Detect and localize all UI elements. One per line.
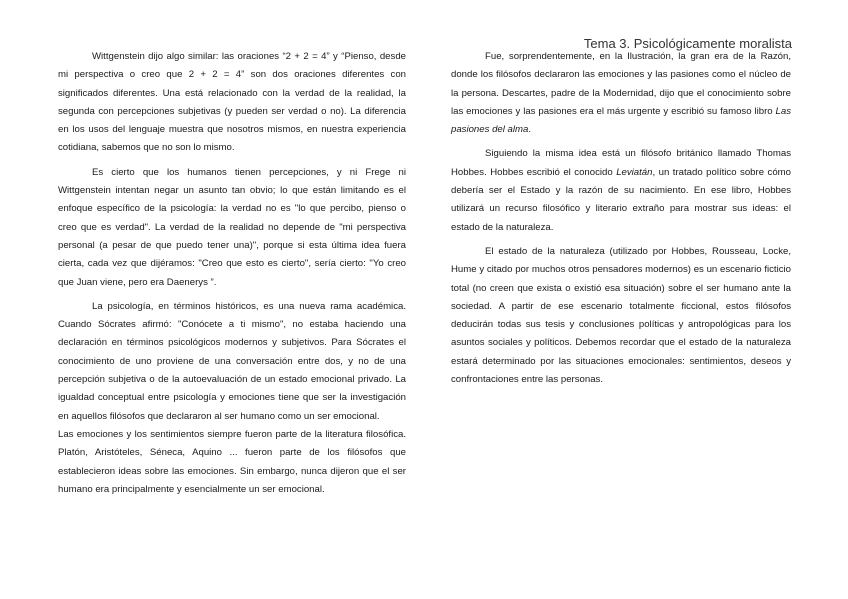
paragraph-perceptions: Es cierto que los humanos tienen percepciones, y ni Frege ni Wittgenstein intentan negar un asunto tan obvio; lo que están limitando es el enfoque específico de la psicología: la verdad no es "lo que percibo, pienso o creo que es verdad". La verdad de la realidad no depende de "mi perspectiva personal (a pesar de que puedo tener una)", porque si esta última idea fuera cierta, cada vez que dijéramos: "Creo que esto es cierto", sería cierto: "Yo creo que Juan viene, pero era Daenerys ”. bbox=[58, 166, 406, 288]
paragraph-wittgenstein: Wittgenstein dijo algo similar: las oraciones “2 + 2 = 4” y “Pienso, desde mi perspectiva o creo que 2 + 2 = 4” son dos oraciones diferentes con significados diferentes. Una está relacionado con la verdad de la realidad, la segunda con percepciones subjetivas (y pueden ser verdad o no). La diferencia en los usos del lenguaje muestra que nosotros mismos, en nuestra experiencia cotidiana, sabemos que no son lo mismo. bbox=[58, 51, 406, 154]
paragraph-state-of-nature: El estado de la naturaleza (utilizado por Hobbes, Rousseau, Locke, Hume y citado por muchos otros pensadores modernos) es un escenario ficticio total (no creen que exista o existió esa situación) sobre el ser humano ante la sociedad. A partir de ese escenario totalmente ficcional, estos filósofos deducirán todas sus tesis y conclusiones políticas y antropológicas para los asuntos sociales y políticos. Debemos recordar que el estado de la naturaleza estará determinado por las situaciones emocionales: sentimientos, deseos y confrontaciones entre las personas. bbox=[451, 245, 791, 386]
paragraph-emotions-literature: Las emociones y los sentimientos siempre fueron parte de la literatura filosófica. Platón, Aristóteles, Séneca, Aquino ... fueron parte de los filósofos que establecieron ideas sobre las emociones. Sin embargo, nunca dijeron que el ser humano era principalmente y esencialmente un ser emocional. bbox=[58, 428, 406, 495]
right-column bbox=[451, 48, 791, 389]
paragraph-hobbes-start: Siguiendo la misma idea está un filósofo británico llamado Thomas Hobbes. Hobbes escribió el conocido bbox=[451, 148, 791, 178]
left-column bbox=[58, 48, 406, 499]
page-header-title: Tema 3. Psicológicamente moralista bbox=[583, 36, 792, 51]
paragraph-enlightenment bbox=[451, 48, 791, 139]
paragraph-psychology-history: La psicología, en términos históricos, es una nueva rama académica. Cuando Sócrates afirmó: "Conócete a ti mismo", no estaba haciendo una declaración en términos psicológicos modernos y subjetivos. Para Sócrates el conocimiento de uno proviene de una conversación entre dos, y no de una percepción subjetiva o de la autoevaluación de un estado emocional privado. La igualdad conceptual entre psicología y emociones tiene que ser la investigación en aquellos filósofos que declararon al ser humano como un ser emocional. bbox=[58, 300, 406, 422]
paragraph-enlightenment-text: Fue, sorprendentemente, en la Ilustración, la gran era de la Razón, donde los filósofos declararon las emociones y las pasiones como el núcleo de la persona. Descartes, padre de la Modernidad, dijo que el conocimiento sobre las emociones y las pasiones era el más urgente y escribió su famoso libro bbox=[451, 51, 791, 117]
book-title-pasiones: Las pasiones del alma bbox=[451, 105, 791, 136]
paragraph-hobbes bbox=[451, 145, 791, 236]
book-title-leviatan: Leviatán bbox=[616, 166, 653, 178]
paragraph-hobbes-end: , un tratado político sobre cómo debería ser el Estado y la razón de su nacimiento. En ese libro, Hobbes utilizará un recurso filosófico y literario extraño para mostrar sus ideas: el estado de la naturaleza. bbox=[451, 166, 792, 233]
paragraph-enlightenment-end: . bbox=[528, 124, 532, 136]
